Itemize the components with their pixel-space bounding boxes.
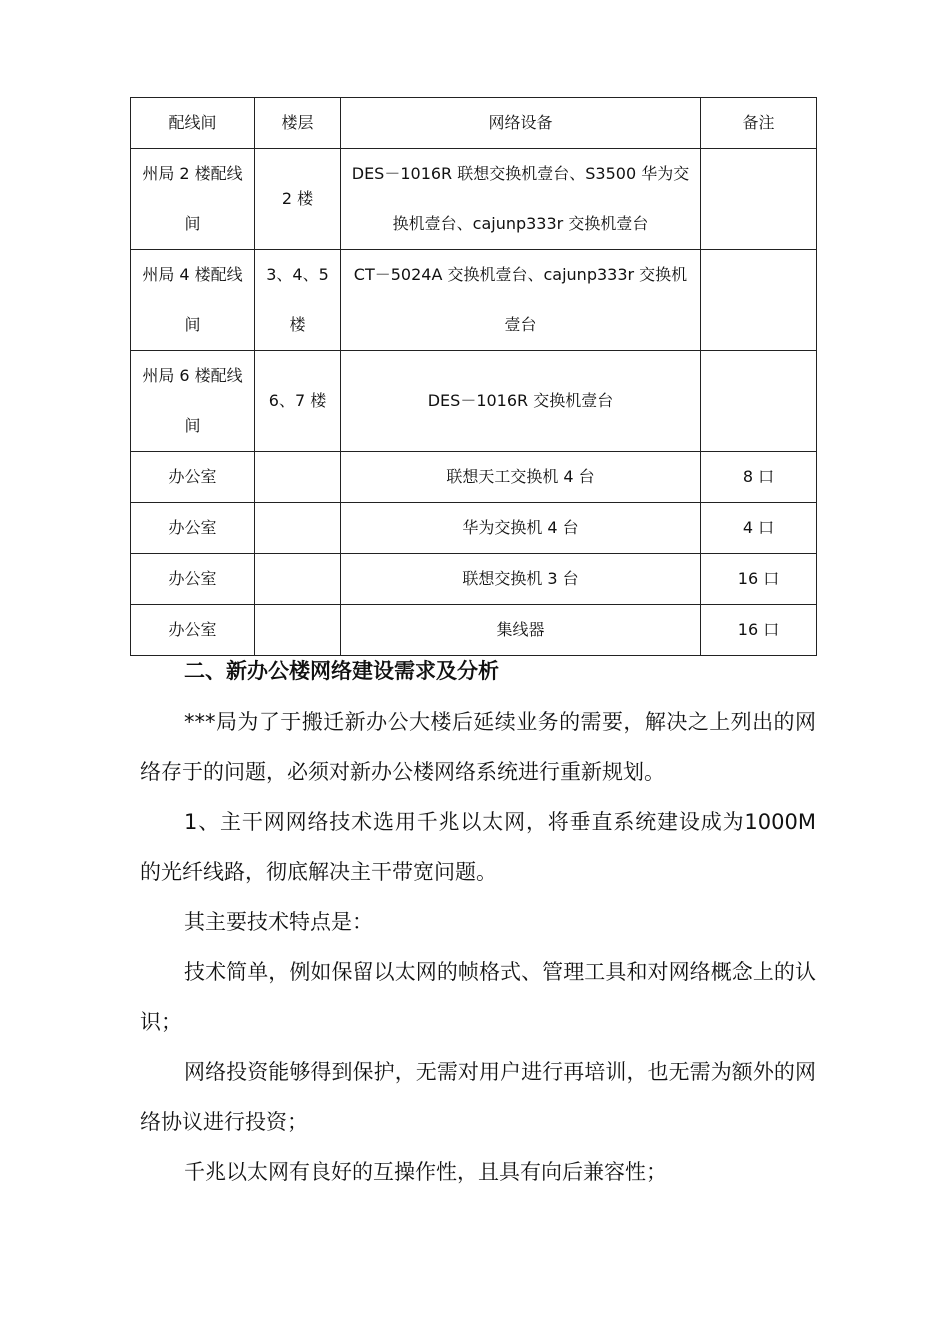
- cell-device: DES－1016R 联想交换机壹台、S3500 华为交换机壹台、cajunp333r 交换机壹台: [341, 149, 701, 250]
- cell-floor: 6、7 楼: [255, 351, 341, 452]
- cell-device: CT－5024A 交换机壹台、cajunp333r 交换机壹台: [341, 250, 701, 351]
- cell-device: 联想交换机 3 台: [341, 554, 701, 605]
- table-row: [131, 351, 817, 452]
- paragraph-feature-investment: 网络投资能够得到保护，无需对用户进行再培训，也无需为额外的网络协议进行投资；: [140, 1060, 816, 1134]
- cell-room: 州局 6 楼配线间: [131, 351, 255, 452]
- equipment-table: [130, 97, 817, 656]
- cell-note: 16 口: [701, 605, 817, 656]
- table-row: [131, 554, 817, 605]
- cell-device: 集线器: [341, 605, 701, 656]
- header-device: 网络设备: [341, 98, 701, 149]
- paragraph-feature-simple: 技术简单，例如保留以太网的帧格式、管理工具和对网络概念上的认识；: [140, 960, 816, 1034]
- cell-note: [701, 250, 817, 351]
- section-heading: 二、新办公楼网络建设需求及分析: [184, 659, 499, 683]
- cell-device: DES－1016R 交换机壹台: [341, 351, 701, 452]
- cell-note: 16 口: [701, 554, 817, 605]
- cell-note: 8 口: [701, 452, 817, 503]
- table-row: [131, 452, 817, 503]
- cell-room: 办公室: [131, 503, 255, 554]
- cell-note: [701, 149, 817, 250]
- header-floor: 楼层: [255, 98, 341, 149]
- cell-room: 州局 4 楼配线间: [131, 250, 255, 351]
- header-note: 备注: [701, 98, 817, 149]
- cell-room: 办公室: [131, 452, 255, 503]
- cell-floor: [255, 503, 341, 554]
- cell-floor: [255, 452, 341, 503]
- paragraph-features-intro: 其主要技术特点是：: [184, 910, 373, 934]
- cell-note: [701, 351, 817, 452]
- paragraph-intro: ***局为了于搬迁新办公大楼后延续业务的需要，解决之上列出的网络存于的问题，必须对新办公楼网络系统进行重新规划。: [140, 710, 816, 784]
- table-row: [131, 605, 817, 656]
- cell-device: 华为交换机 4 台: [341, 503, 701, 554]
- cell-device: 联想天工交换机 4 台: [341, 452, 701, 503]
- table-row: [131, 503, 817, 554]
- cell-room: 州局 2 楼配线间: [131, 149, 255, 250]
- cell-room: 办公室: [131, 605, 255, 656]
- cell-floor: [255, 554, 341, 605]
- table-row: [131, 149, 817, 250]
- cell-floor: 3、4、5 楼: [255, 250, 341, 351]
- cell-floor: [255, 605, 341, 656]
- cell-room: 办公室: [131, 554, 255, 605]
- cell-floor: 2 楼: [255, 149, 341, 250]
- header-room: 配线间: [131, 98, 255, 149]
- table-header-row: [131, 98, 817, 149]
- paragraph-feature-interop: 千兆以太网有良好的互操作性，且具有向后兼容性；: [184, 1160, 667, 1184]
- table-row: [131, 250, 817, 351]
- cell-note: 4 口: [701, 503, 817, 554]
- paragraph-backbone: 1、主干网网络技术选用千兆以太网，将垂直系统建设成为1000M 的光纤线路，彻底解决主干带宽问题。: [140, 810, 816, 884]
